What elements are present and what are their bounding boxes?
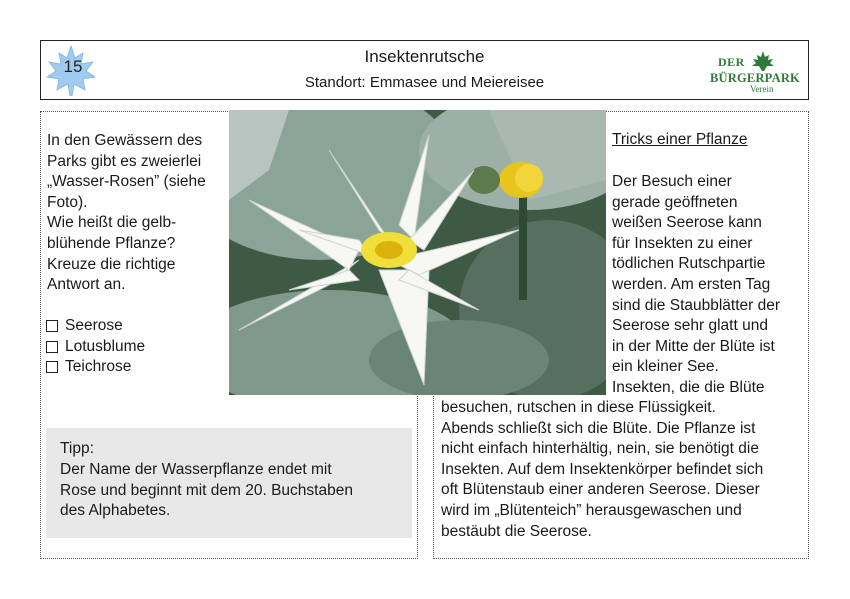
water-lily-illustration (229, 110, 606, 395)
question-line: Kreuze die richtige (47, 255, 176, 273)
tip-line: Der Name der Wasserpflanze endet mit (60, 461, 332, 478)
option-label: Seerose (65, 317, 123, 334)
tricks-line: oft Blütenstaub einer anderen Seerose. Dieser (441, 481, 760, 499)
tricks-line: werden. Am ersten Tag (612, 275, 771, 293)
question-line: Parks gibt es zweierlei (47, 152, 202, 170)
tricks-line: wird im „Blütenteich” herausgewaschen und (441, 501, 742, 519)
tricks-line: für Insekten zu einer (612, 234, 753, 252)
tricks-text-wide (441, 398, 803, 542)
tip-line: Rose und beginnt mit dem 20. Buchstaben (60, 481, 353, 499)
tip-text (60, 460, 405, 522)
tip-box (46, 428, 412, 538)
tricks-line: Seerose sehr glatt und (612, 317, 768, 335)
buergerpark-logo (710, 47, 802, 95)
option-label: Lotusblume (65, 337, 146, 355)
option-lotusblume[interactable] (46, 337, 145, 358)
tricks-line: weißen Seerose kann (612, 214, 762, 232)
tricks-line: Abends schließt sich die Blüte. Die Pflanze ist (441, 419, 756, 437)
tricks-text-narrow (612, 172, 802, 399)
station-number: 15 (63, 57, 83, 76)
tip-title: Tipp: (60, 440, 94, 457)
tricks-line: Der Besuch einer (612, 173, 732, 190)
checkbox[interactable] (46, 341, 58, 353)
logo-buergerpark: BÜRGERPARK (710, 71, 800, 85)
question-line: blühende Pflanze? (47, 234, 176, 252)
water-lily-photo (229, 110, 606, 395)
tricks-line: tödlichen Rutschpartie (612, 255, 766, 273)
tricks-line: besuchen, rutschen in diese Flüssigkeit. (441, 399, 716, 416)
logo-verein: Verein (750, 84, 774, 94)
checkbox[interactable] (46, 361, 58, 373)
question-line: In den Gewässern des (47, 132, 203, 149)
question-line: Antwort an. (47, 276, 126, 294)
page-title: Insektenrutsche (364, 47, 485, 66)
logo-leaf-icon (752, 51, 774, 71)
header (40, 40, 809, 100)
page-subtitle: Standort: Emmasee und Meiereisee (304, 74, 545, 91)
tricks-line: nicht einfach hinterhältig, nein, sie benötigt die (441, 440, 759, 458)
answer-options (46, 316, 145, 378)
option-teichrose[interactable] (46, 357, 145, 378)
question-text (47, 131, 229, 296)
tricks-line: gerade geöffneten (612, 193, 738, 211)
question-line: „Wasser-Rosen” (siehe (47, 173, 206, 191)
tip-line: des Alphabetes. (60, 502, 171, 520)
option-label: Teichrose (65, 358, 132, 376)
question-line: Foto). (47, 193, 88, 211)
question-line: Wie heißt die gelb- (47, 214, 177, 232)
option-seerose[interactable] (46, 316, 145, 337)
logo-der: DER (718, 55, 745, 69)
tricks-line: sind die Staubblätter der (612, 296, 781, 314)
tricks-line: Insekten, die die Blüte (612, 378, 765, 396)
tricks-line: Insekten. Auf dem Insektenkörper befindet sich (441, 460, 764, 478)
checkbox[interactable] (46, 320, 58, 332)
tricks-title: Tricks einer Pflanze (612, 131, 748, 148)
tricks-line: ein kleiner See. (612, 358, 719, 376)
tricks-line: in der Mitte der Blüte ist (612, 337, 775, 355)
tricks-line: bestäubt die Seerose. (441, 522, 592, 540)
